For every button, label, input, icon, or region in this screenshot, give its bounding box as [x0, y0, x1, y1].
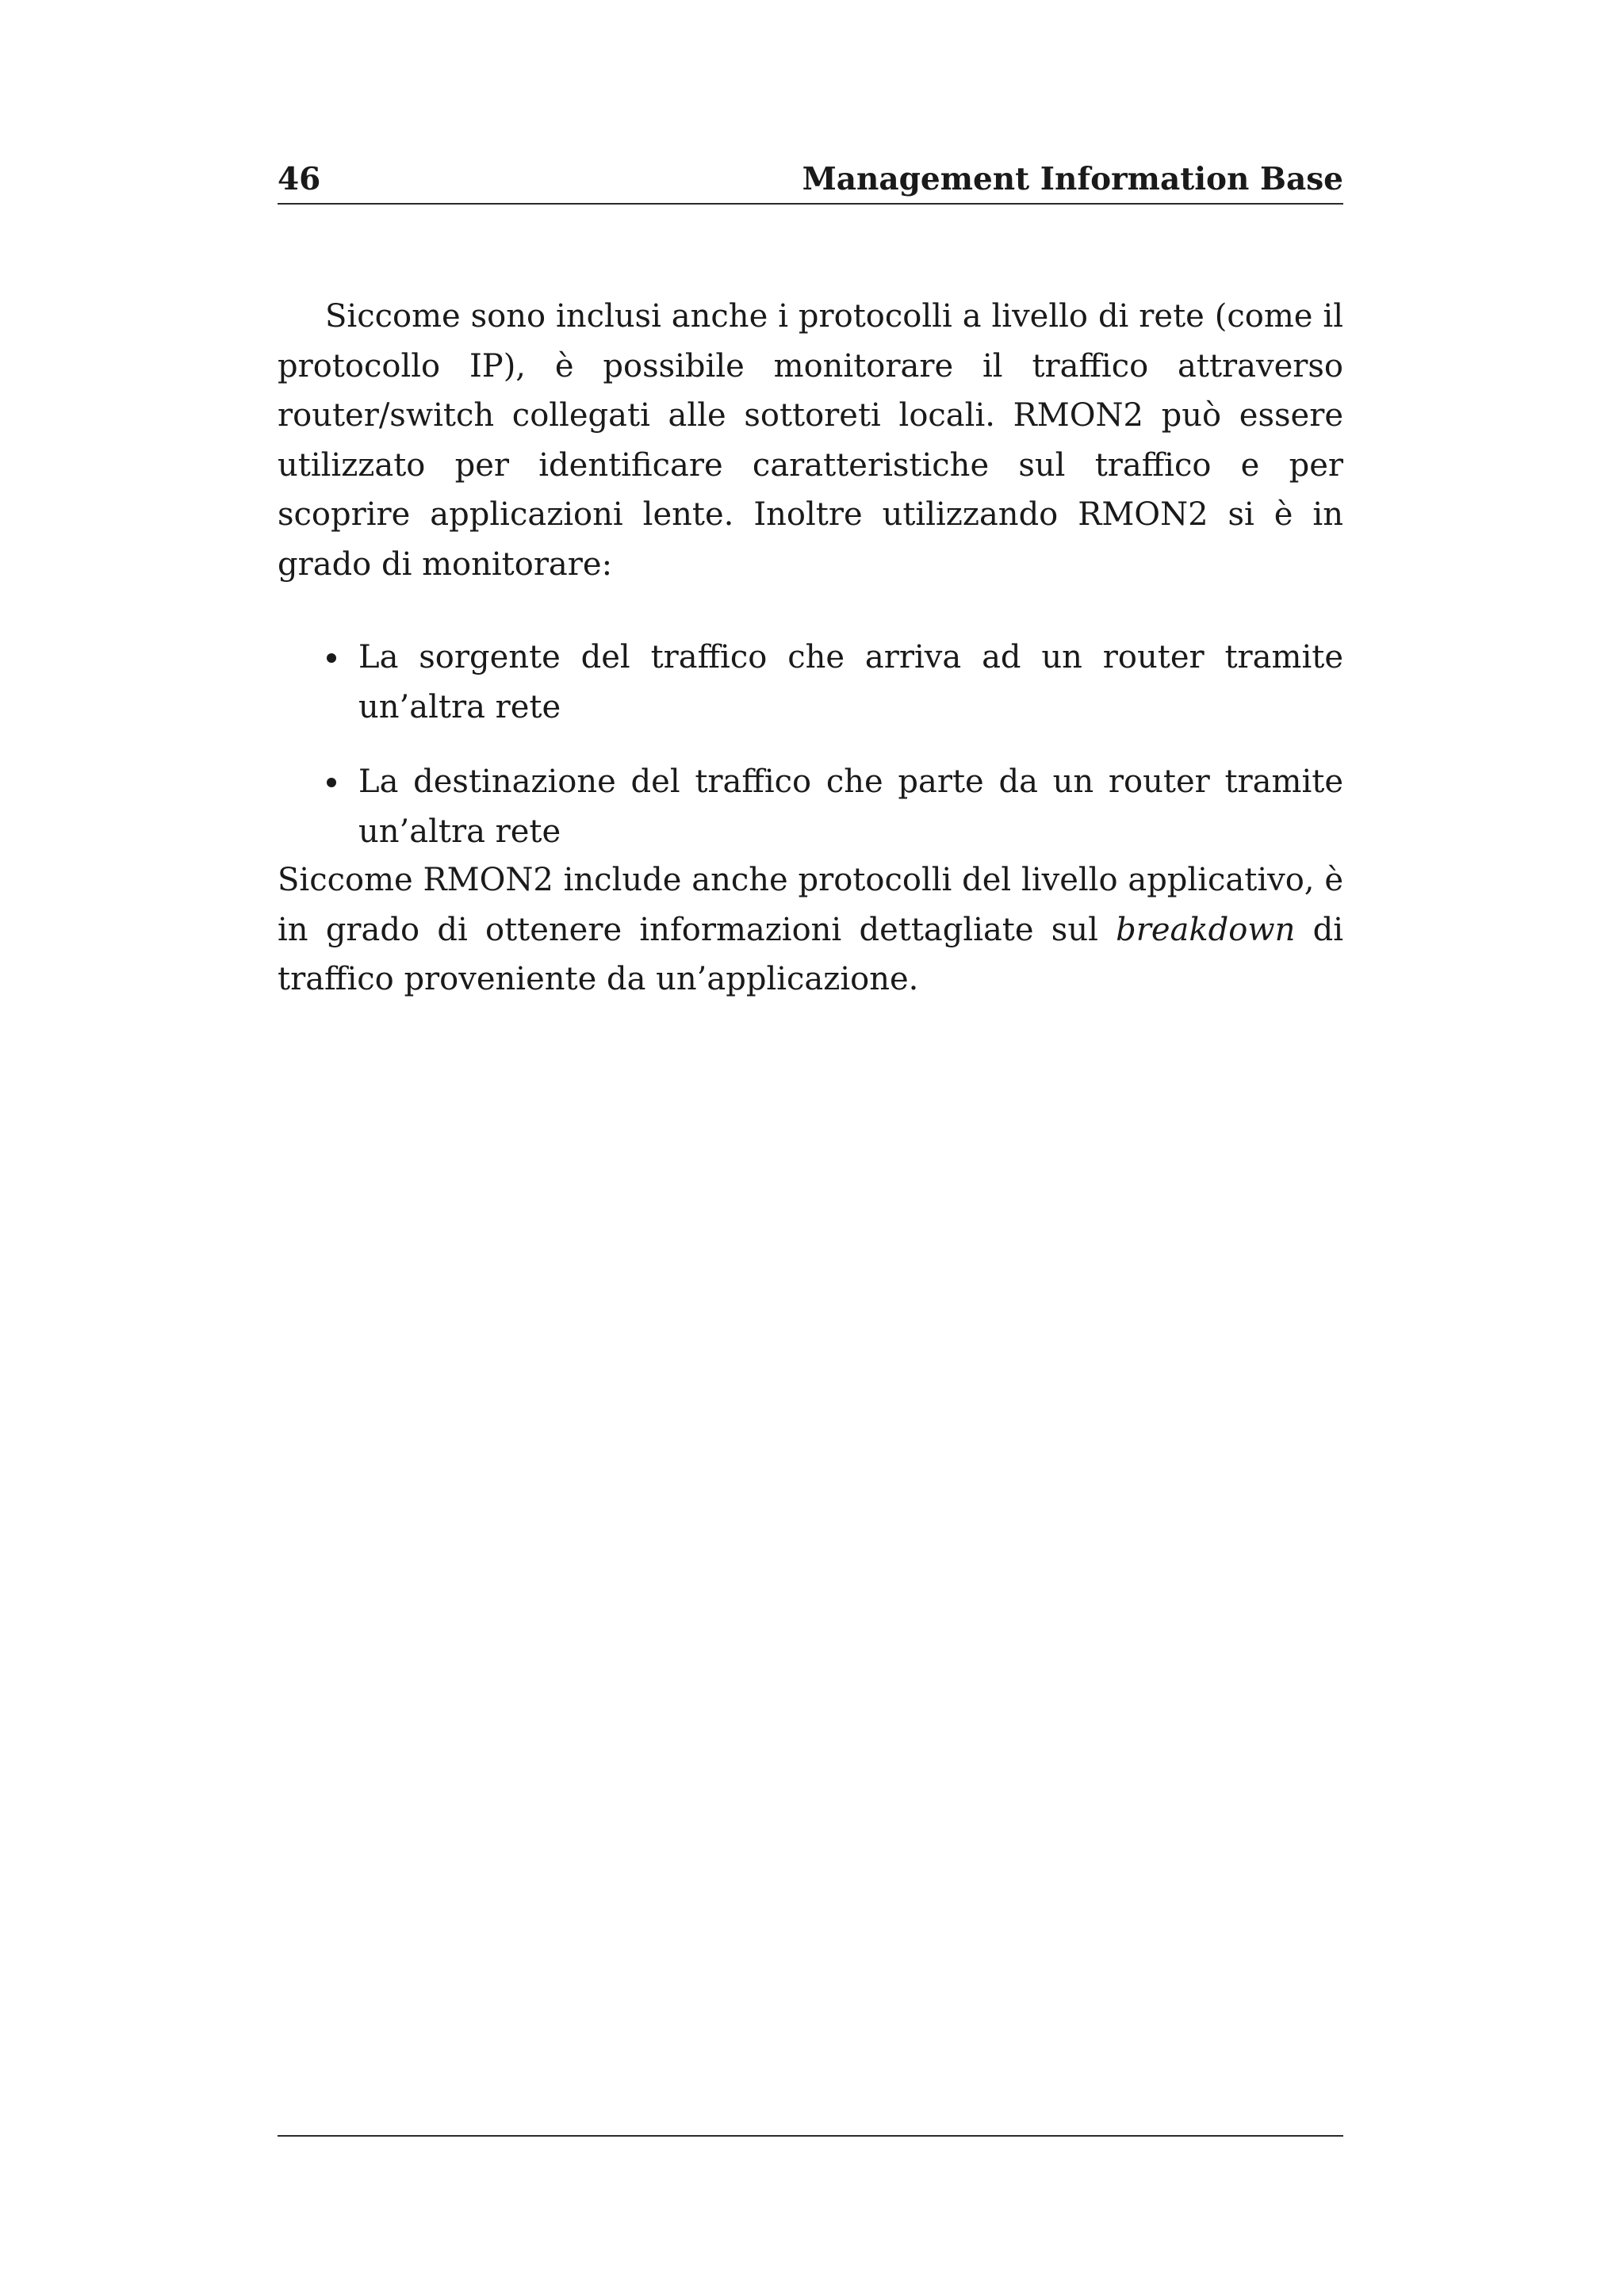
body-paragraph: [278, 855, 1343, 1004]
list-item: [278, 757, 1343, 856]
running-title: Management Information Base: [802, 161, 1343, 197]
running-header: [278, 155, 1343, 205]
bullet-list: [278, 633, 1343, 882]
page-number: 46: [278, 161, 321, 197]
list-item: [278, 633, 1343, 732]
list-item-text: La sorgente del traffico che arriva ad un router tramite un’altra rete: [358, 639, 1343, 725]
emphasis-text: breakdown: [1116, 911, 1296, 948]
bullet-icon: [327, 653, 336, 663]
paragraph-text: Siccome RMON2 include anche protocolli del livello applicativo, è in grado di ottenere informazioni dettagliate sul: [278, 862, 1343, 948]
footer-rule: [278, 2135, 1343, 2137]
body-paragraph: Siccome sono inclusi anche i protocolli a livello di rete (come il protocollo IP), è possibile monitorare il traffico attraverso router/switch collegati alle sottoreti locali. RMON2 può essere utilizzato per identificare caratteristiche sul traffico e per scoprire applicazioni lente. Inoltre utilizzando RMON2 si è in grado di monitorare:: [278, 298, 1343, 583]
paragraph-text: di traffico proveniente da un’applicazione.: [278, 911, 1343, 997]
bullet-icon: [327, 778, 336, 787]
list-item-text: La destinazione del traffico che parte da un router tramite un’altra rete: [358, 763, 1343, 850]
